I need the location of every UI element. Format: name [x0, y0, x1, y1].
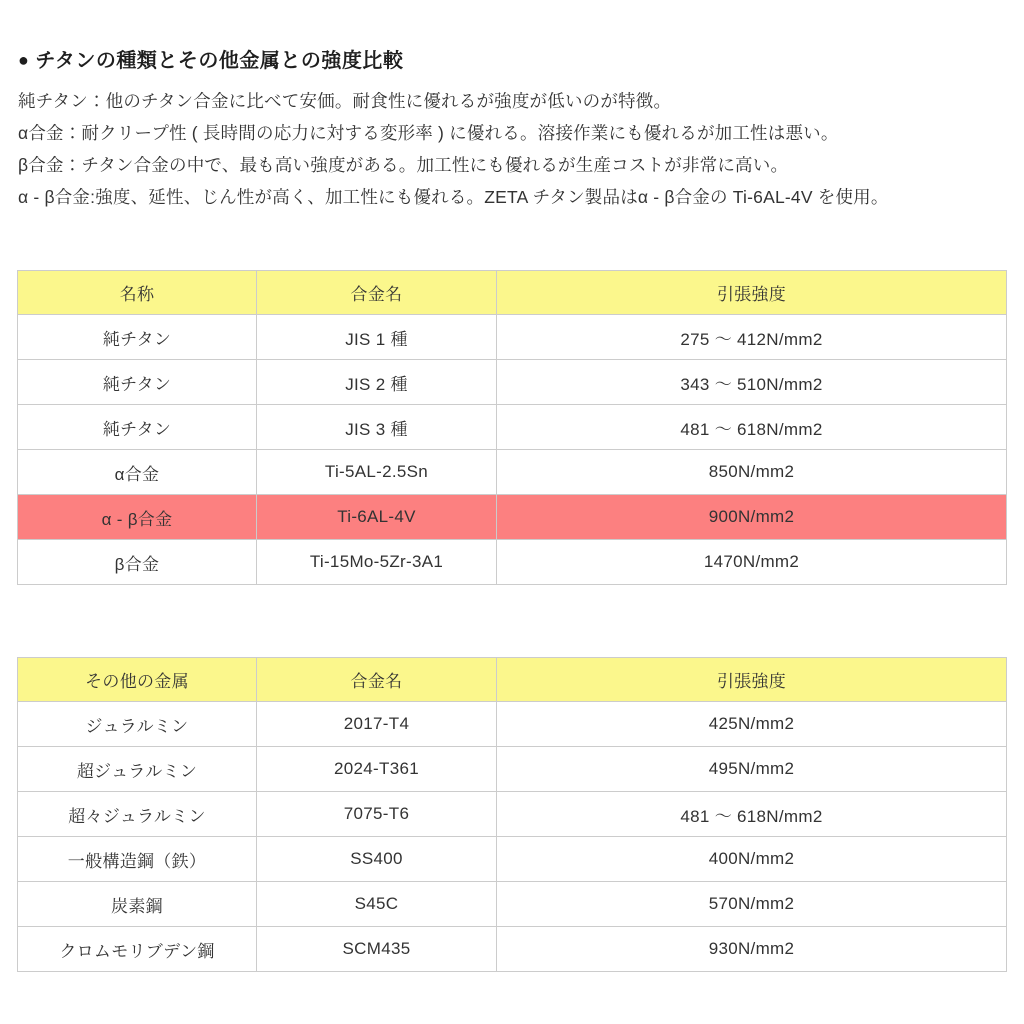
cell-name: α合金: [18, 450, 257, 495]
table-row: [18, 540, 1007, 585]
cell-alloy: JIS 2 種: [257, 360, 497, 405]
table-row: [18, 837, 1007, 882]
cell-strength: 400N/mm2: [497, 837, 1007, 882]
description-line-pure-titanium: 純チタン：他のチタン合金に比べて安価。耐食性に優れるが強度が低いのが特徴。: [18, 91, 672, 111]
column-header-alloy: 合金名: [257, 658, 497, 702]
description-line-beta-alloy: β合金：チタン合金の中で、最も高い強度がある。加工性にも優れるが生産コストが非常に高い。: [18, 155, 789, 175]
cell-alloy: 2017-T4: [257, 702, 497, 747]
table-row: [18, 315, 1007, 360]
cell-strength: 900N/mm2: [497, 495, 1007, 540]
table-row: [18, 927, 1007, 972]
table-row: [18, 702, 1007, 747]
table-header-row: [18, 658, 1007, 702]
page-title-text: チタンの種類とその他金属との強度比較: [35, 50, 404, 72]
cell-name: クロムモリブデン鋼: [18, 927, 257, 972]
description-line-alpha-beta-alloy: α - β合金:強度、延性、じん性が高く、加工性にも優れる。ZETA チタン製品はα - β合金の Ti-6AL-4V を使用。: [18, 187, 889, 207]
cell-strength: 850N/mm2: [497, 450, 1007, 495]
cell-alloy: Ti-5AL-2.5Sn: [257, 450, 497, 495]
column-header-other-metals: その他の金属: [18, 658, 257, 702]
cell-strength: 275 ～ 412N/mm2: [497, 315, 1007, 360]
table-row: [18, 882, 1007, 927]
description-line-alpha-alloy: α合金：耐クリープ性 ( 長時間の応力に対する変形率 ) に優れる。溶接作業にも優れるが加工性は悪い。: [18, 123, 839, 143]
page-title: [0, 0, 1024, 73]
table-row: [18, 450, 1007, 495]
table-row: [18, 747, 1007, 792]
table-row: [18, 405, 1007, 450]
cell-alloy: S45C: [257, 882, 497, 927]
cell-alloy: JIS 3 種: [257, 405, 497, 450]
cell-name: ジュラルミン: [18, 702, 257, 747]
cell-name: 純チタン: [18, 315, 257, 360]
cell-name: 純チタン: [18, 405, 257, 450]
cell-strength: 930N/mm2: [497, 927, 1007, 972]
cell-name: 一般構造鋼（鉄）: [18, 837, 257, 882]
cell-alloy: 7075-T6: [257, 792, 497, 837]
titanium-strength-table: [17, 270, 1007, 585]
cell-strength: 570N/mm2: [497, 882, 1007, 927]
cell-strength: 1470N/mm2: [497, 540, 1007, 585]
table-row: [18, 792, 1007, 837]
cell-strength: 481 ～ 618N/mm2: [497, 792, 1007, 837]
cell-name: 炭素鋼: [18, 882, 257, 927]
cell-strength: 343 ～ 510N/mm2: [497, 360, 1007, 405]
cell-alloy: JIS 1 種: [257, 315, 497, 360]
table-header-row: [18, 271, 1007, 315]
cell-alloy: 2024-T361: [257, 747, 497, 792]
description-block: [18, 85, 1024, 213]
column-header-name: 名称: [18, 271, 257, 315]
cell-alloy: SS400: [257, 837, 497, 882]
column-header-alloy: 合金名: [257, 271, 497, 315]
column-header-tensile-strength: 引張強度: [497, 271, 1007, 315]
cell-name: α - β合金: [18, 495, 257, 540]
cell-name: 純チタン: [18, 360, 257, 405]
table-row-highlighted: [18, 495, 1007, 540]
cell-alloy: Ti-6AL-4V: [257, 495, 497, 540]
cell-strength: 481 ～ 618N/mm2: [497, 405, 1007, 450]
bullet-icon: ●: [18, 50, 30, 70]
cell-name: β合金: [18, 540, 257, 585]
table-row: [18, 360, 1007, 405]
column-header-tensile-strength: 引張強度: [497, 658, 1007, 702]
cell-alloy: Ti-15Mo-5Zr-3A1: [257, 540, 497, 585]
cell-strength: 495N/mm2: [497, 747, 1007, 792]
cell-name: 超々ジュラルミン: [18, 792, 257, 837]
cell-alloy: SCM435: [257, 927, 497, 972]
cell-strength: 425N/mm2: [497, 702, 1007, 747]
cell-name: 超ジュラルミン: [18, 747, 257, 792]
other-metals-strength-table: [17, 657, 1007, 972]
